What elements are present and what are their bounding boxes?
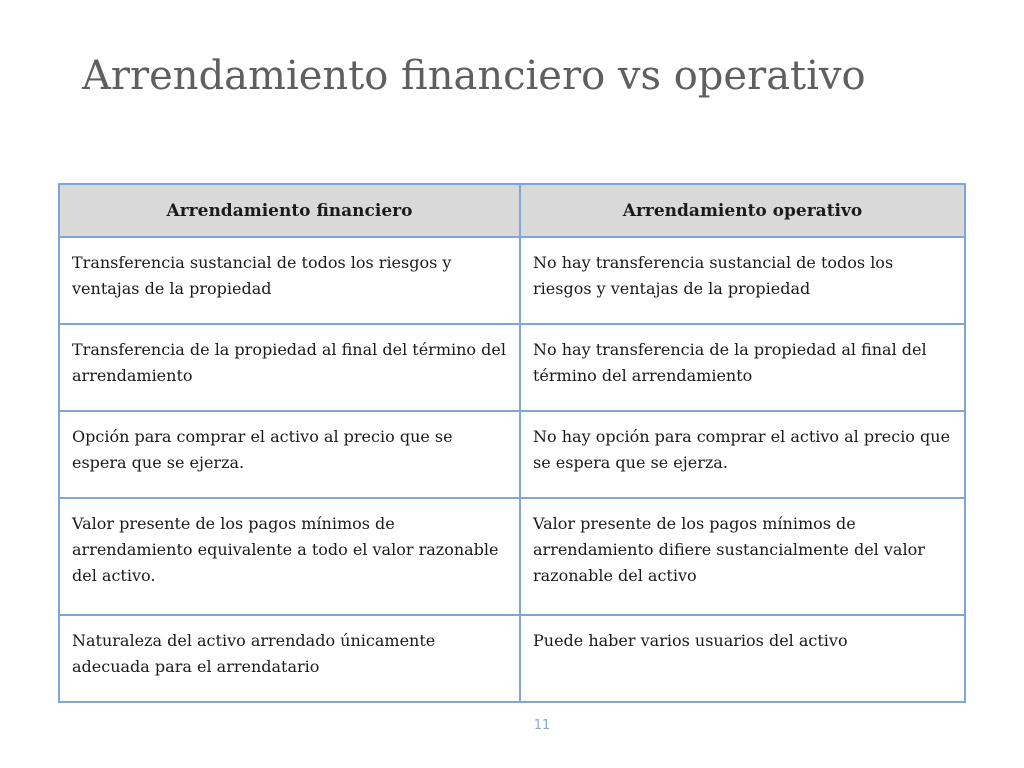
cell-operativo: No hay transferencia de la propiedad al final del término del arrendamiento <box>520 324 965 411</box>
table-row <box>59 498 965 615</box>
table-row <box>59 411 965 498</box>
header-financiero: Arrendamiento financiero <box>59 184 520 237</box>
table-row <box>59 615 965 702</box>
cell-financiero: Valor presente de los pagos mínimos de arrendamiento equivalente a todo el valor razonable del activo. <box>59 498 520 615</box>
cell-operativo: Valor presente de los pagos mínimos de arrendamiento difiere sustancialmente del valor razonable del activo <box>520 498 965 615</box>
cell-financiero: Opción para comprar el activo al precio que se espera que se ejerza. <box>59 411 520 498</box>
page-number: 11 <box>533 718 551 733</box>
cell-operativo: Puede haber varios usuarios del activo <box>520 615 965 702</box>
cell-financiero: Transferencia de la propiedad al final del término del arrendamiento <box>59 324 520 411</box>
cell-operativo: No hay opción para comprar el activo al precio que se espera que se ejerza. <box>520 411 965 498</box>
cell-operativo: No hay transferencia sustancial de todos los riesgos y ventajas de la propiedad <box>520 237 965 324</box>
header-operativo: Arrendamiento operativo <box>520 184 965 237</box>
cell-financiero: Naturaleza del activo arrendado únicamente adecuada para el arrendatario <box>59 615 520 702</box>
table-row <box>59 324 965 411</box>
slide-title: Arrendamiento financiero vs operativo <box>82 53 866 99</box>
table-row <box>59 237 965 324</box>
comparison-table <box>58 183 966 703</box>
table-header-row <box>59 184 965 237</box>
cell-financiero: Transferencia sustancial de todos los riesgos y ventajas de la propiedad <box>59 237 520 324</box>
